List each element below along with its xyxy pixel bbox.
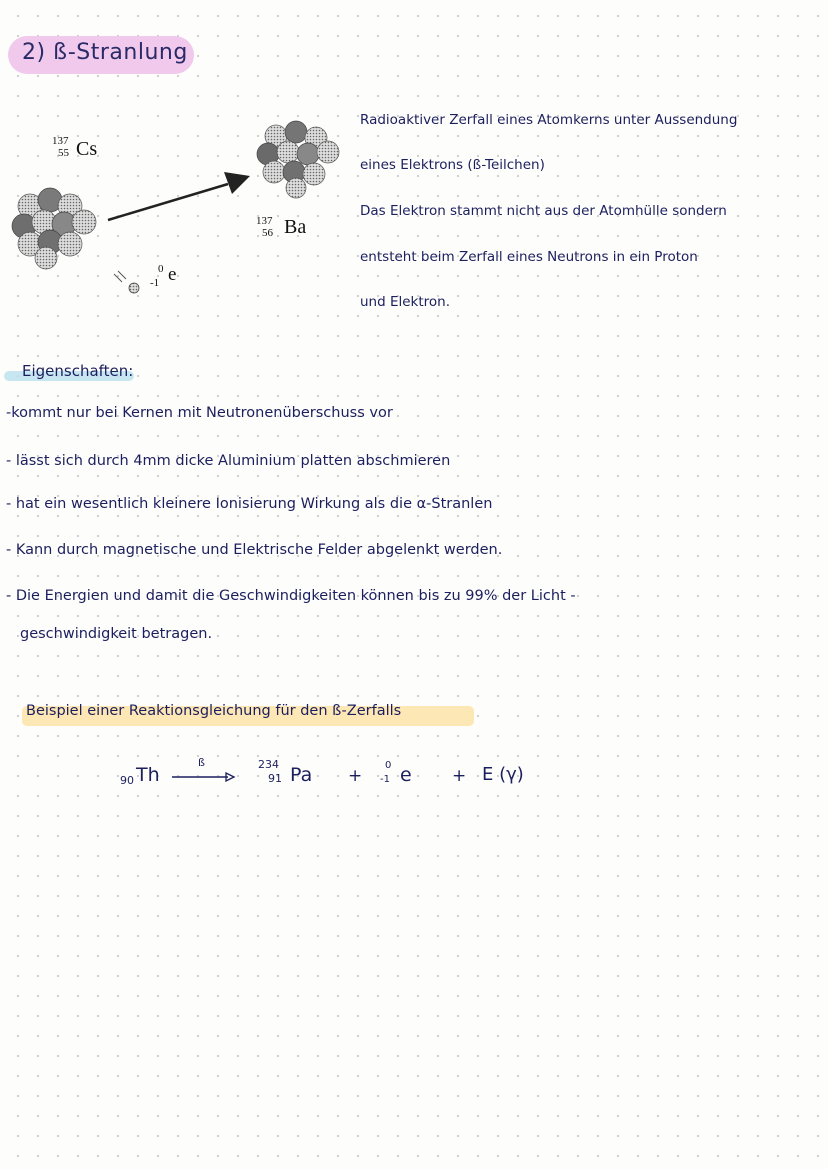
pa-symbol: Pa: [290, 764, 313, 786]
property-5: - Die Energien und damit die Geschwindigkeiten können bis zu 99% der Licht -: [6, 588, 576, 604]
description-line-3: Das Elektron stammt nicht aus der Atomhülle sondern: [360, 203, 727, 219]
pa-mass: 234: [258, 758, 279, 771]
plus-sign-2: +: [452, 766, 467, 786]
beta-decay-figure: [0, 108, 348, 318]
electron-charge: -1: [150, 277, 160, 289]
description-line-4: entsteht beim Zerfall eines Neutrons in ein Proton: [360, 249, 698, 265]
arrow-label: ß: [198, 756, 205, 769]
pa-charge: 91: [268, 772, 282, 785]
electron-eq-mass: 0: [385, 760, 392, 771]
properties-heading: Eigenschaften:: [22, 362, 134, 380]
reaction-arrow: [172, 772, 236, 782]
cs-nucleus: [12, 188, 96, 269]
ba-mass: 137: [256, 215, 273, 227]
description-line-1: Radioaktiver Zerfall eines Atomkerns unter Aussendung: [360, 112, 738, 128]
cs-symbol: Cs: [76, 138, 98, 160]
plus-sign-1: +: [348, 766, 363, 786]
cs-mass: 137: [52, 135, 69, 147]
th-symbol: Th: [136, 764, 160, 786]
page-title: 2) ß-Stranlung: [22, 40, 188, 65]
electron-mass: 0: [158, 263, 164, 275]
description-line-5: und Elektron.: [360, 294, 451, 310]
ba-charge: 56: [262, 227, 273, 239]
energy-term: E (γ): [482, 764, 524, 785]
example-heading: Beispiel einer Reaktionsgleichung für den ß-Zerfalls: [26, 703, 402, 719]
electron-eq-charge: -1: [380, 774, 390, 785]
property-1: -kommt nur bei Kernen mit Neutronenüberschuss vor: [6, 405, 393, 421]
ba-symbol: Ba: [284, 216, 307, 238]
electron-symbol: e: [168, 264, 177, 285]
property-4: - Kann durch magnetische und Elektrische Felder abgelenkt werden.: [6, 542, 503, 558]
electron-particle: [114, 271, 139, 293]
property-5-continued: geschwindigkeit betragen.: [20, 626, 213, 642]
cs-charge: 55: [58, 147, 69, 159]
th-charge: 90: [120, 774, 134, 787]
decay-arrow: [108, 172, 250, 220]
description-line-2: eines Elektrons (ß-Teilchen): [360, 157, 545, 173]
ba-nucleus: [257, 121, 339, 198]
property-3: - hat ein wesentlich kleinere Ionisierung Wirkung als die α-Stranlen: [6, 496, 493, 512]
electron-eq-symbol: e: [400, 764, 412, 786]
property-2: - lässt sich durch 4mm dicke Aluminium platten abschmieren: [6, 453, 451, 469]
